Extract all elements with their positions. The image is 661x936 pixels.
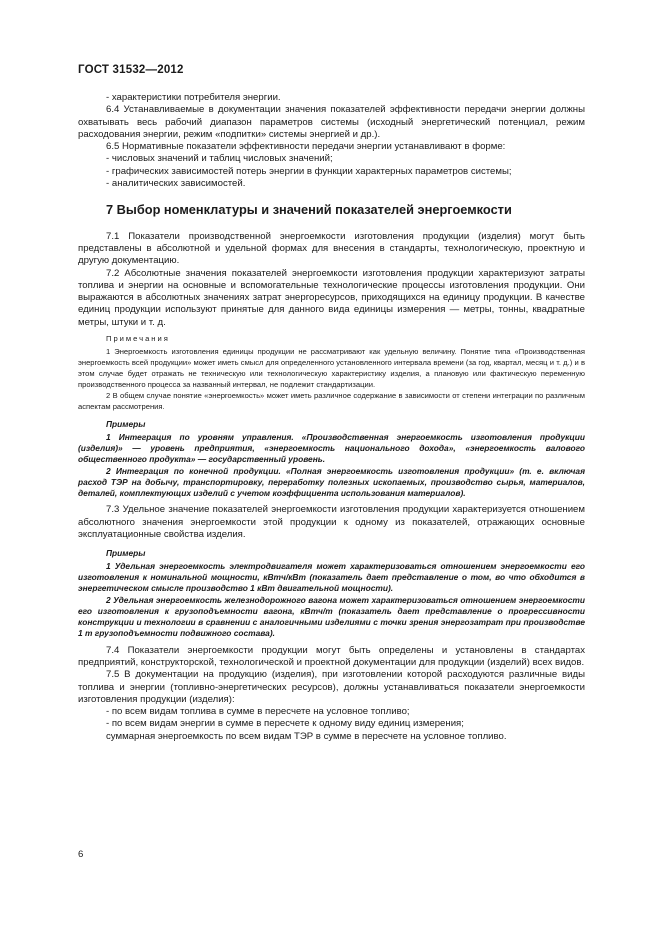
page-body [78, 92, 585, 743]
paragraph: 7.4 Показатели энергоемкости продукции могут быть определены и установлены в стандартах предприятий, конструкторской, технологической и проектной документации для продукции (изделий) всех видов. [78, 644, 585, 668]
paragraph: 7.1 Показатели производственной энергоемкости изготовления продукции (изделия) могут быть представлены в абсолютной и удельной формах для внесения в стандарты, технологическую, проектную и другую документацию. [78, 230, 585, 267]
examples-title: Примеры [106, 548, 146, 559]
list-item: - характеристики потребителя энергии. [106, 92, 281, 103]
list-item: - по всем видам энергии в сумме в пересчете к одному виду единиц измерения; [106, 718, 464, 730]
list-item: - числовых значений и таблиц числовых значений; [106, 153, 333, 165]
example: 2 Интеграция по конечной продукции. «Полная энергоемкость изготовления продукции» (т. е. включая расход ТЭР на добычу, транспортировку, переработку полезных ископаемых, производство сырья, материалов, деталей, комплектующих изделий с учетом коэффициента использования материалов). [78, 465, 585, 499]
example: 1 Удельная энергоемкость электродвигателя может характеризоваться отношением энергоемкости его изготовления к номинальной мощности, кВтч/кВт (показатель дает представление о том, во что обходится в энергетическом смысле производство 1 кВт двигательной мощности). [78, 560, 585, 594]
page-number: 6 [78, 849, 84, 860]
list-item: - аналитических зависимостей. [106, 178, 246, 190]
list-item: суммарная энергоемкость по всем видам ТЭР в сумме в пересчете на условное топливо. [106, 730, 507, 742]
section-heading: 7 Выбор номенклатуры и значений показателей энергоемкости [106, 202, 512, 218]
paragraph: 7.2 Абсолютные значения показателей энергоемкости изготовления продукции характеризуют затраты топлива и энергии на основные и вспомогательные технологические процессы изготовления продукции. Они выражаются в абсолютных значениях затрат энергоресурсов, приходящихся на единицу продукции. В качестве единиц продукции используют принятые для данного вида единицы измерения — метры, тонны, квадратные метры, штуки и т. д. [78, 267, 585, 328]
list-item: - графических зависимостей потерь энергии в функции характерных параметров системы; [106, 165, 512, 177]
notes-title: Примечания [106, 334, 170, 344]
list-item: - по всем видам топлива в сумме в пересчете на условное топливо; [106, 706, 410, 718]
paragraph: 7.3 Удельное значение показателей энергоемкости изготовления продукции характеризуется отношением абсолютного значения энергоемкости этой продукции к одному из показателей, отражающих основные эксплуатационные свойства изделия. [78, 504, 585, 541]
examples-title: Примеры [106, 419, 146, 430]
page-header: ГОСТ 31532—2012 [78, 64, 184, 76]
paragraph: 7.5 В документации на продукцию (изделия), при изготовлении которой расходуются различные виды топлива и энергии (топливно-энергетических ресурсов), должны устанавливаться показатели энергоемкости изготовления продукции (изделия): [78, 669, 585, 705]
paragraph: 6.4 Устанавливаемые в документации значения показателей эффективности передачи энергии должны охватывать весь рабочий диапазон параметров системы (исходный энергетический потенциал, режим расходования энергии, режим «подпитки» системы энергией и др.). [78, 104, 585, 140]
note: 1 Энергоемкость изготовления единицы продукции не рассматривают как удельную величину. Понятие типа «Производственная энергоемкость всей продукции» может иметь смысл для определенного установленного интервала времени (за год, квартал, месяц и т. д.) и в этом случае будет отражать не техническую или технологическую характеристику изделия, а плановую или фактическую переменную производственного процесса за названный интервал, не подлежит стандартизации. [78, 347, 585, 390]
example: 2 Удельная энергоемкость железнодорожного вагона может характеризоваться отношением энергоемкости его изготовления к грузоподъемности вагона, кВтч/т (показатель дает представление о прогрессивности конструкции и технологии в сравнении с аналогичными изделиями с точки зрения энергозатрат при производстве 1 т грузоподъемности подвижного состава). [78, 594, 585, 639]
example: 1 Интеграция по уровням управления. «Производственная энергоемкость изготовления продукции (изделия)» — уровень предприятия, «энергоемкость национального дохода», «энергоемкость валового общественного продукта» — государственный уровень. [78, 431, 585, 465]
note: 2 В общем случае понятие «энергоемкость» может иметь различное содержание в зависимости от степени интеграции по различным аспектам рассмотрения. [78, 391, 585, 412]
paragraph: 6.5 Нормативные показатели эффективности передачи энергии устанавливают в форме: [106, 141, 506, 153]
